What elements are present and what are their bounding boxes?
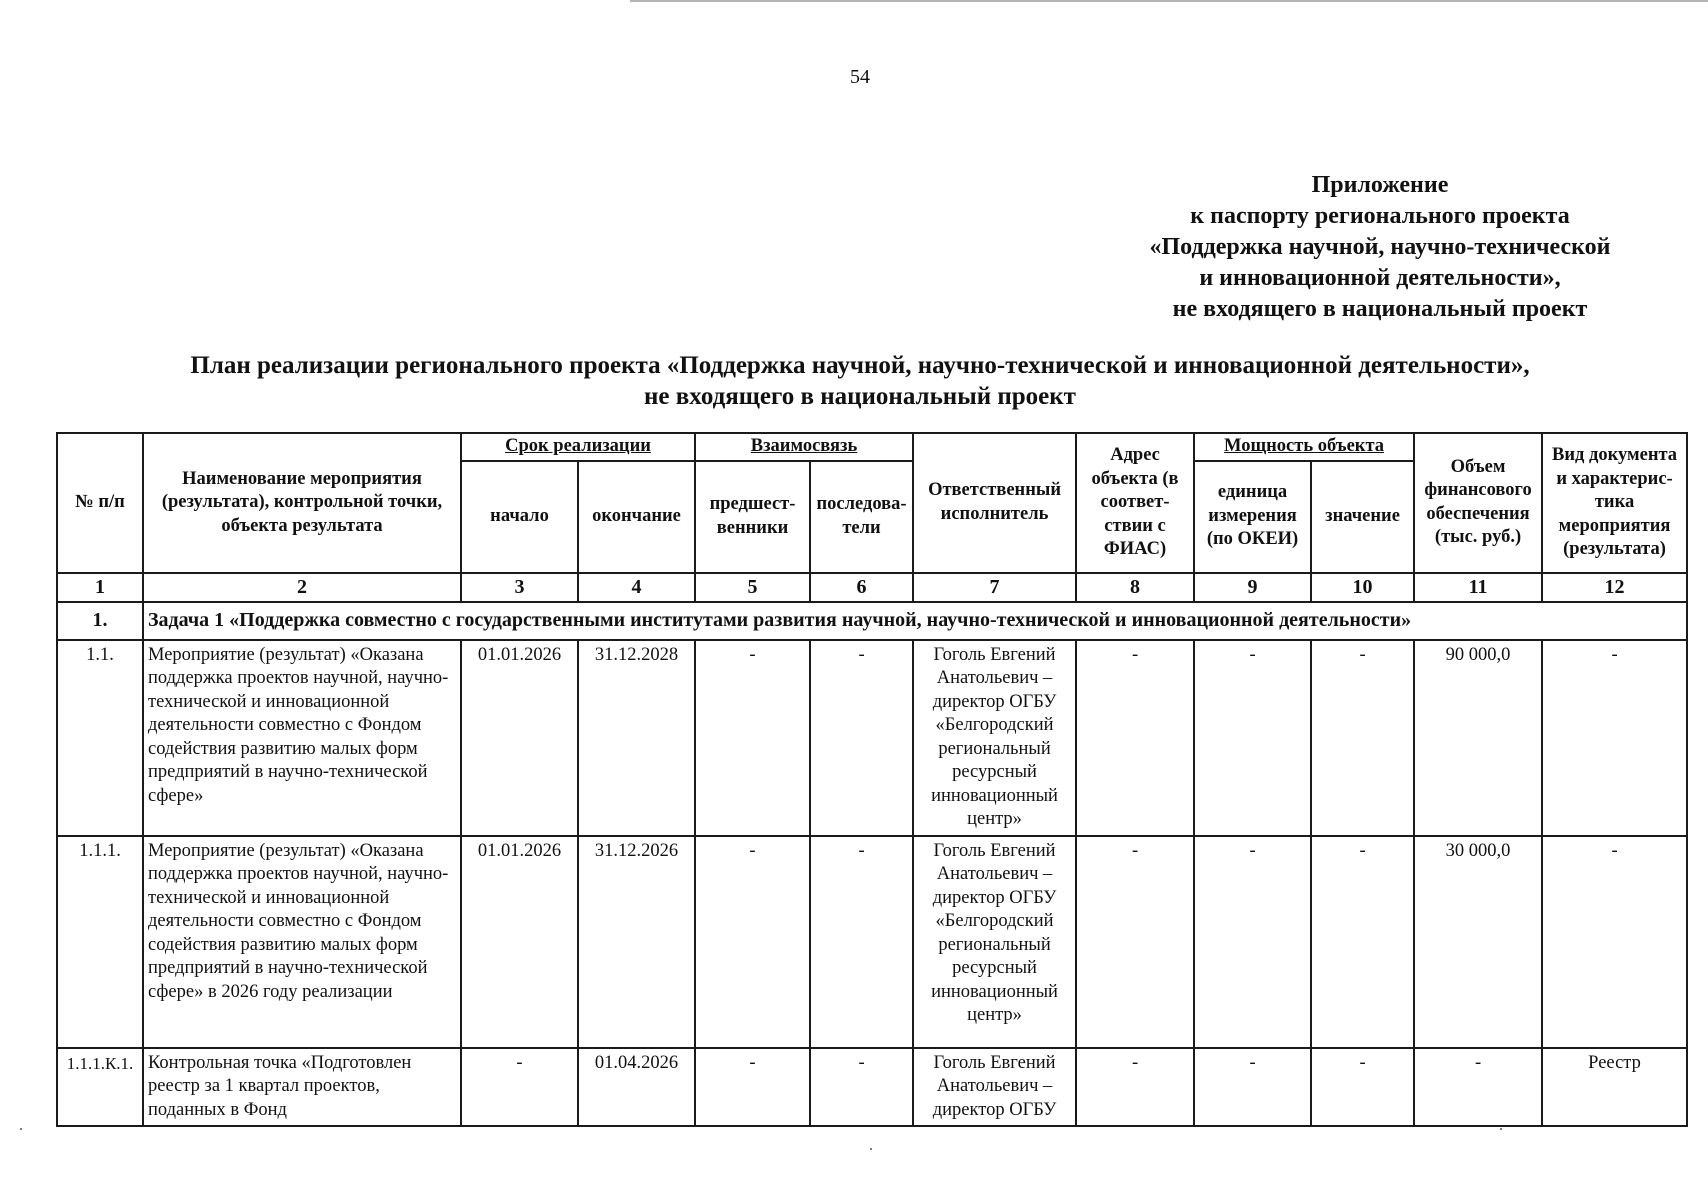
header-row	[57, 433, 1687, 461]
column-number: 7	[913, 573, 1076, 603]
page-number: 54	[850, 66, 870, 88]
row-value: -	[1311, 1048, 1414, 1127]
row-start: 01.01.2026	[461, 640, 578, 836]
task-num: 1.	[57, 602, 143, 640]
header-responsible: Ответственный исполнитель	[913, 433, 1076, 573]
header-period: Срок реализации	[461, 433, 695, 461]
row-funding: 90 000,0	[1414, 640, 1542, 836]
scan-speck	[870, 1148, 872, 1150]
header-address: Адрес объекта (в соответ- ствии с ФИАС)	[1076, 433, 1194, 573]
column-number: 11	[1414, 573, 1542, 603]
row-predecessors: -	[695, 1048, 810, 1127]
plan-title-line: не входящего в национальный проект	[644, 383, 1076, 410]
row-doc: -	[1542, 836, 1687, 1048]
column-number: 6	[810, 573, 913, 603]
row-num: 1.1.1.К.1.	[57, 1048, 143, 1127]
row-responsible: Гоголь Евгений Анатольевич – директор ОГБУ «Белгородский региональный ресурсный инновационный центр»	[913, 836, 1076, 1048]
row-unit: -	[1194, 1048, 1311, 1127]
column-numbers-row	[57, 573, 1687, 603]
column-number: 5	[695, 573, 810, 603]
header-doc-type: Вид документа и характерис- тика мероприятия (результата)	[1542, 433, 1687, 573]
row-start: -	[461, 1048, 578, 1127]
row-num: 1.1.1.	[57, 836, 143, 1048]
row-predecessors: -	[695, 836, 810, 1048]
header-value: значение	[1311, 461, 1414, 573]
column-number: 10	[1311, 573, 1414, 603]
table-row	[57, 1048, 1687, 1127]
header-successors: последова- тели	[810, 461, 913, 573]
header-num: № п/п	[57, 433, 143, 573]
task-title: Задача 1 «Поддержка совместно с государственными институтами развития научной, научно-технической и инновационной деятельности»	[143, 602, 1687, 640]
header-funding: Объем финансового обеспечения (тыс. руб.)	[1414, 433, 1542, 573]
row-successors: -	[810, 836, 913, 1048]
appendix-line: Приложение	[1311, 172, 1449, 198]
row-value: -	[1311, 836, 1414, 1048]
row-end: 01.04.2026	[578, 1048, 695, 1127]
appendix-line: не входящего в национальный проект	[1172, 296, 1588, 322]
plan-title	[0, 350, 1708, 412]
header-end: окончание	[578, 461, 695, 573]
appendix-line: и инновационной деятельности»,	[1199, 265, 1561, 291]
row-successors: -	[810, 640, 913, 836]
row-address: -	[1076, 836, 1194, 1048]
scan-speck	[20, 1128, 22, 1130]
header-name: Наименование мероприятия (результата), контрольной точки, объекта результата	[143, 433, 461, 573]
task-row	[57, 602, 1687, 640]
plan-title-line: План реализации регионального проекта «Поддержка научной, научно-технической и инновационной деятельности»,	[190, 352, 1530, 379]
row-doc: Реестр	[1542, 1048, 1687, 1127]
column-number: 12	[1542, 573, 1687, 603]
row-unit: -	[1194, 640, 1311, 836]
header-start: начало	[461, 461, 578, 573]
row-responsible: Гоголь Евгений Анатольевич – директор ОГБУ	[913, 1048, 1076, 1127]
row-funding: 30 000,0	[1414, 836, 1542, 1048]
appendix-line: к паспорту регионального проекта	[1190, 203, 1570, 229]
row-end: 31.12.2028	[578, 640, 695, 836]
row-value: -	[1311, 640, 1414, 836]
column-number: 4	[578, 573, 695, 603]
header-predecessors: предшест- венники	[695, 461, 810, 573]
column-number: 3	[461, 573, 578, 603]
header-relation: Взаимосвязь	[695, 433, 913, 461]
appendix-heading	[1100, 170, 1660, 325]
row-responsible: Гоголь Евгений Анатольевич – директор ОГБУ «Белгородский региональный ресурсный инновационный центр»	[913, 640, 1076, 836]
top-scan-edge	[630, 0, 1708, 2]
row-successors: -	[810, 1048, 913, 1127]
implementation-plan-table	[56, 432, 1688, 1127]
appendix-line: «Поддержка научной, научно-технической	[1149, 234, 1611, 260]
row-name: Контрольная точка «Подготовлен реестр за 1 квартал проектов, поданных в Фонд	[143, 1048, 461, 1127]
column-number: 8	[1076, 573, 1194, 603]
row-funding: -	[1414, 1048, 1542, 1127]
row-end: 31.12.2026	[578, 836, 695, 1048]
header-unit: единица измерения (по ОКЕИ)	[1194, 461, 1311, 573]
column-number: 2	[143, 573, 461, 603]
row-address: -	[1076, 640, 1194, 836]
row-name: Мероприятие (результат) «Оказана поддержка проектов научной, научно-технической и инновационной деятельности совместно с Фондом содействия развитию малых форм предприятий в научно-технической сфере» в 2026 году реализации	[143, 836, 461, 1048]
row-name: Мероприятие (результат) «Оказана поддержка проектов научной, научно-технической и инновационной деятельности совместно с Фондом содействия развитию малых форм предприятий в научно-технической сфере»	[143, 640, 461, 836]
row-predecessors: -	[695, 640, 810, 836]
row-doc: -	[1542, 640, 1687, 836]
row-start: 01.01.2026	[461, 836, 578, 1048]
column-number: 9	[1194, 573, 1311, 603]
row-num: 1.1.	[57, 640, 143, 836]
row-address: -	[1076, 1048, 1194, 1127]
table-row	[57, 836, 1687, 1048]
row-unit: -	[1194, 836, 1311, 1048]
column-number: 1	[57, 573, 143, 603]
table-row	[57, 640, 1687, 836]
scan-speck	[1500, 1128, 1502, 1130]
header-capacity: Мощность объекта	[1194, 433, 1414, 461]
